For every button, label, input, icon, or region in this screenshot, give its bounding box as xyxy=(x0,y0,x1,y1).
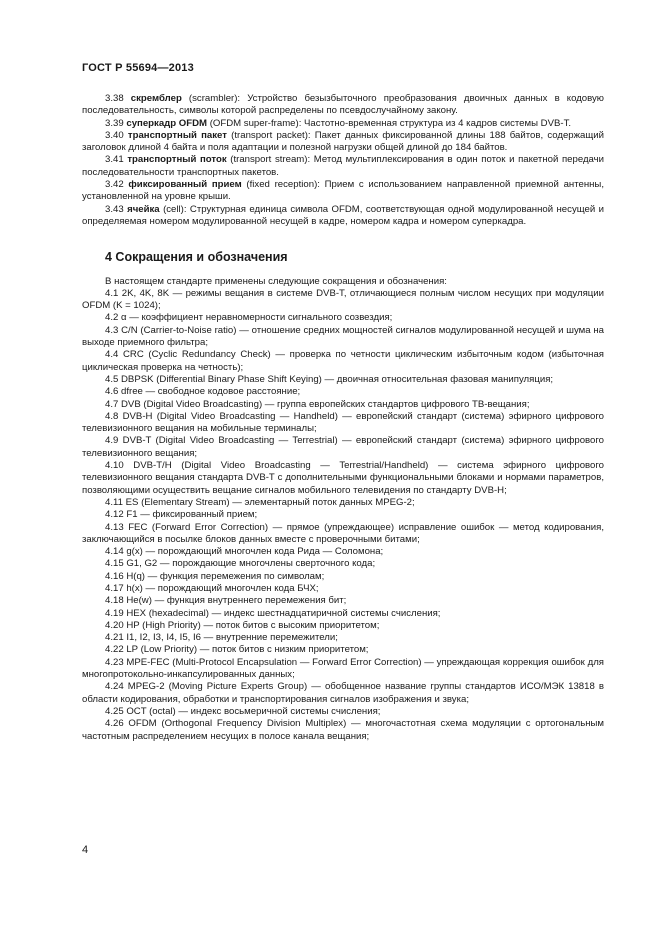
document-body xyxy=(82,93,604,743)
abbr-item: 4.4 CRC (Cyclic Redundancy Check) — проверка по четности циклическим избыточным кодом (избыточная циклическая проверка на четность); xyxy=(82,349,604,373)
abbr-item: 4.19 HEX (hexadecimal) — индекс шестнадцатиричной системы счисления; xyxy=(105,607,441,619)
abbr-item: 4.26 OFDM (Orthogonal Frequency Division Multiplex) — многочастотная схема модуляции с ортогональным частотным распределением несущих в полосе канала вещания; xyxy=(82,718,604,742)
abbr-item: 4.8 DVB-H (Digital Video Broadcasting — Handheld) — европейский стандарт (система) эфирного цифрового телевизионного вещания на мобильные терминалы; xyxy=(82,410,604,435)
abbr-item: 4.17 h(x) — порождающий многочлен кода БЧХ; xyxy=(105,582,319,594)
abbr-item: 4.25 OCT (octal) — индекс восьмеричной системы счисления; xyxy=(105,705,381,717)
abbr-item: 4.2 α — коэффициент неравномерности сигнального созвездия; xyxy=(105,312,393,324)
term-3-43: 3.43 ячейка (cell): Структурная единица символа OFDM, соответствующая одной модулированной несущей и определяемая номером модулированной несущей в кадре, номером кадра и номером суперкадра. xyxy=(82,203,604,227)
page-number: 4 xyxy=(82,844,89,856)
abbr-item: 4.5 DBPSK (Differential Binary Phase Shift Keying) — двоичная относительная фазовая манипуляция; xyxy=(105,373,554,385)
document-header: ГОСТ Р 55694—2013 xyxy=(82,62,194,74)
abbr-item: 4.24 MPEG-2 (Moving Picture Experts Group) — обобщенное название группы стандартов ИСО/МЭК 13818 в области кодирования, обработки и транспортирования сигналов изображения и звука; xyxy=(82,681,604,705)
abbr-item: 4.21 I1, I2, I3, I4, I5, I6 — внутренние перемежители; xyxy=(105,632,338,644)
abbr-item: 4.16 H(q) — функция перемежения по символам; xyxy=(105,570,325,582)
abbr-item: 4.6 dfree — свободное кодовое расстояние; xyxy=(105,386,301,398)
term-3-38: 3.38 скремблер (scrambler): Устройство безызбыточного преобразования двоичных данных в кодовую последовательность, символы которой распределены по псевдослучайному закону. xyxy=(82,93,605,117)
abbr-item: 4.10 DVB-T/H (Digital Video Broadcasting — Terrestrial/Handheld) — система эфирного цифрового телевизионного вещания стандарта DVB-T с дополнительными функциональными блоками и нормами параметров, позволяющими осуществить вещание сигналов мобильного телевидения по стандарту DVB-H; xyxy=(82,460,604,496)
term-3-40: 3.40 транспортный пакет (transport packet): Пакет данных фиксированной длины 188 байтов, содержащий заголовок длиной 4 байта и поля адаптации и полезной нагрузки общей длиной до 184 байтов. xyxy=(82,129,604,154)
abbr-item: 4.9 DVB-T (Digital Video Broadcasting — Terrestrial) — европейский стандарт (система) эфирного цифрового телевизионного вещания; xyxy=(82,435,604,459)
section-heading: 4 Сокращения и обозначения xyxy=(105,250,288,265)
abbr-item: 4.3 C/N (Carrier-to-Noise ratio) — отношение средних мощностей сигналов модулированной несущей и шума на выходе приемного фильтра; xyxy=(82,324,604,349)
abbr-item: 4.7 DVB (Digital Video Broadcasting) — группа европейских стандартов цифрового ТВ-вещания; xyxy=(105,398,530,410)
abbr-item: 4.11 ES (Elementary Stream) — элементарный поток данных MPEG-2; xyxy=(105,496,415,508)
term-3-42: 3.42 фиксированный прием (fixed reception): Прием с использованием направленной приемной антенны, установленной на уровне крыши. xyxy=(82,179,604,203)
abbr-item: 4.15 G1, G2 — порождающие многочлены сверточного кода; xyxy=(105,558,376,570)
section-intro: В настоящем стандарте применены следующие сокращения и обозначения: xyxy=(105,275,447,287)
abbr-item: 4.20 HP (High Priority) — поток битов с высоким приоритетом; xyxy=(105,619,380,631)
abbr-item: 4.13 FEC (Forward Error Correction) — прямое (упреждающее) исправление ошибок — метод кодирования, заключающийся в посылке блоков данных вместе с проверочными битами; xyxy=(82,521,604,545)
abbr-item: 4.22 LP (Low Priority) — поток битов с низким приоритетом; xyxy=(105,644,369,656)
abbr-item: 4.23 MPE-FEC (Multi-Protocol Encapsulation — Forward Error Correction) — упреждающая коррекция ошибок для многопротокольно-инкапсулированных данных; xyxy=(82,656,604,681)
abbr-item: 4.1 2K, 4K, 8K — режимы вещания в системе DVB-T, отличающиеся полным числом несущих при модуляции OFDM (K = 1024); xyxy=(82,287,604,312)
abbr-item: 4.18 He(w) — функция внутреннего перемежения бит; xyxy=(105,595,347,607)
term-3-39: 3.39 суперкадр OFDM (OFDM super-frame): Частотно-временная структура из 4 кадров системы DVB-T. xyxy=(105,117,572,129)
abbr-item: 4.14 g(x) — порождающий многочлен кода Рида — Соломона; xyxy=(105,546,384,558)
term-3-41: 3.41 транспортный поток (transport stream): Метод мультиплексирования в один поток и пакетной передачи последовательности транспортных пакетов. xyxy=(82,154,605,178)
abbr-item: 4.12 F1 — фиксированный прием; xyxy=(105,509,258,521)
